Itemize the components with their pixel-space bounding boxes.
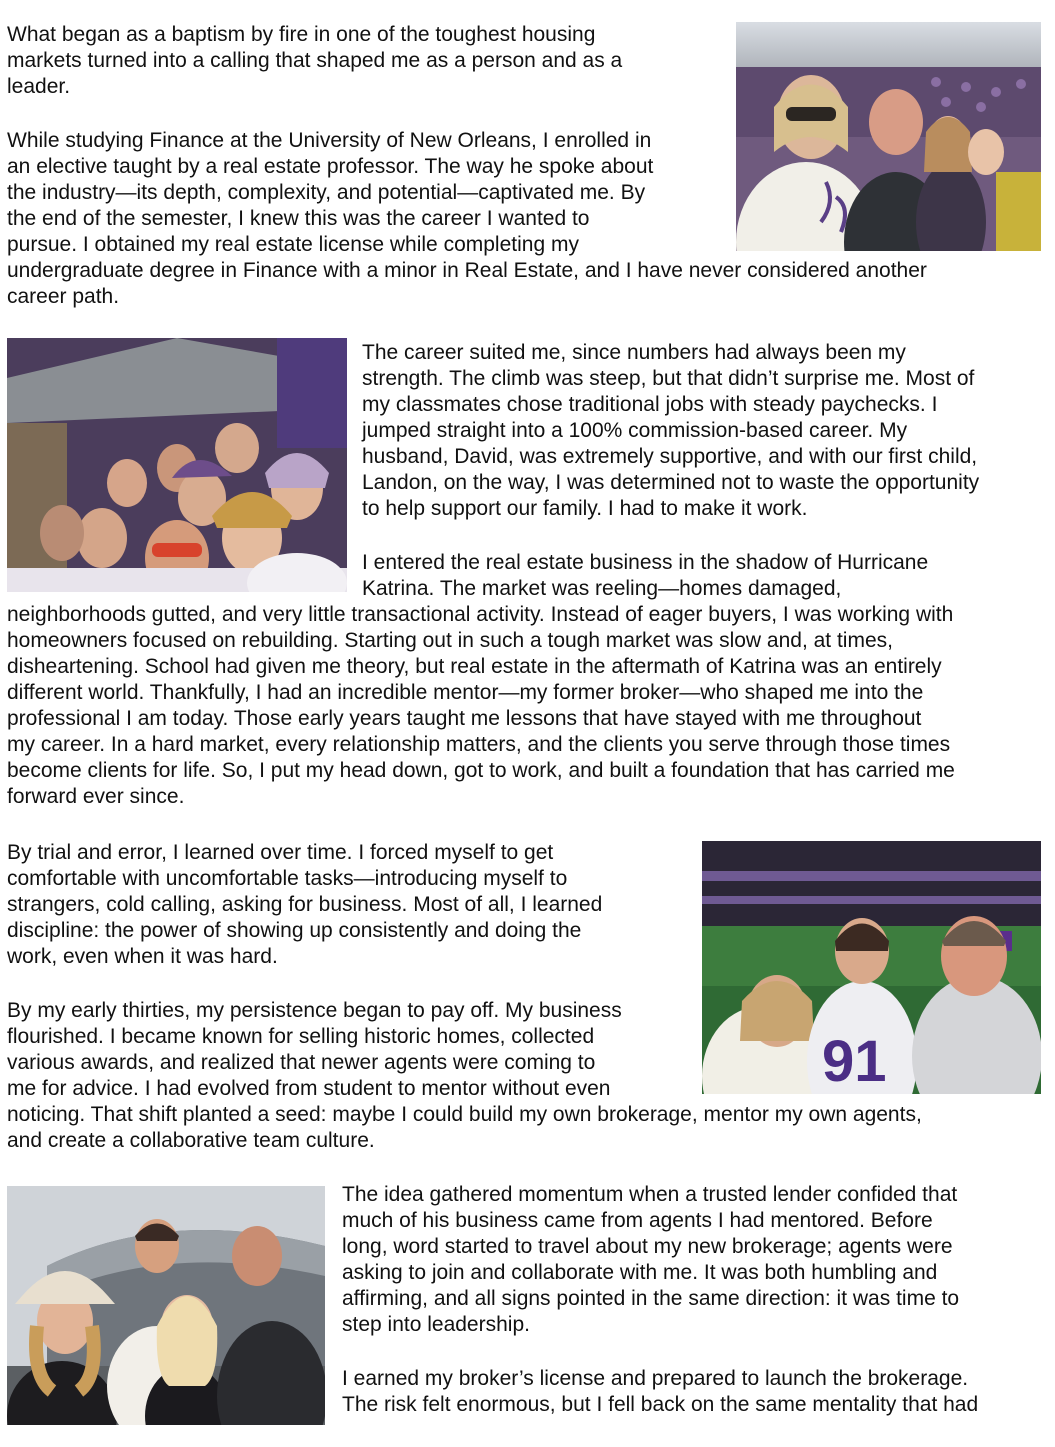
text-line: the end of the semester, I knew this was the career I wanted to	[7, 207, 590, 230]
text-line: forward ever since.	[7, 785, 185, 808]
text-line: become clients for life. So, I put my head down, got to work, and built a foundation that has carried me	[7, 759, 955, 782]
text-line: leader.	[7, 75, 71, 98]
text-line: Katrina. The market was reeling—homes damaged,	[362, 577, 842, 600]
text-line: professional I am today. Those early years taught me lessons that have stayed with me throughout	[7, 707, 922, 730]
text-line: discipline: the power of showing up consistently and doing the	[7, 919, 582, 942]
text-line: long, word started to travel about my new brokerage; agents were	[342, 1235, 953, 1258]
text-line: career path.	[7, 285, 120, 308]
text-line: neighborhoods gutted, and very little transactional activity. Instead of eager buyers, I was working with	[7, 603, 954, 626]
text-line: much of his business came from agents I had mentored. Before	[342, 1209, 933, 1232]
text-line: While studying Finance at the University of New Orleans, I enrolled in	[7, 129, 652, 152]
text-line: asking to join and collaborate with me. It was both humbling and	[342, 1261, 938, 1284]
text-line: Landon, on the way, I was determined not to waste the opportunity	[362, 471, 980, 494]
text-line: step into leadership.	[342, 1313, 530, 1336]
text-line: to help support our family. I had to make it work.	[362, 497, 808, 520]
text-line: affirming, and all signs pointed in the same direction: it was time to	[342, 1287, 960, 1310]
text-line: disheartening. School had given me theory, but real estate in the aftermath of Katrina was an entirely	[7, 655, 942, 678]
text-line: strangers, cold calling, asking for business. Most of all, I learned	[7, 893, 603, 916]
text-line: The idea gathered momentum when a trusted lender confided that	[342, 1183, 958, 1206]
tailgate-selfie-photo	[7, 338, 347, 592]
text-line: The risk felt enormous, but I fell back on the same mentality that had	[342, 1393, 979, 1416]
text-line: various awards, and realized that newer agents were coming to	[7, 1051, 596, 1074]
text-line: my career. In a hard market, every relationship matters, and the clients you serve through those times	[7, 733, 951, 756]
text-line: undergraduate degree in Finance with a minor in Real Estate, and I have never considered another	[7, 259, 927, 282]
text-line: markets turned into a calling that shaped me as a person and as a	[7, 49, 623, 72]
text-line: noticing. That shift planted a seed: maybe I could build my own brokerage, mentor my own agents,	[7, 1103, 922, 1126]
text-line: pursue. I obtained my real estate license while completing my	[7, 233, 579, 256]
text-line: an elective taught by a real estate professor. The way he spoke about	[7, 155, 654, 178]
text-line: What began as a baptism by fire in one of the toughest housing	[7, 23, 596, 46]
stadium-selfie-photo	[736, 22, 1041, 251]
svg-text:91: 91	[822, 1029, 887, 1094]
text-line: me for advice. I had evolved from student to mentor without even	[7, 1077, 611, 1100]
text-line: and create a collaborative team culture.	[7, 1129, 375, 1152]
text-line: strength. The climb was steep, but that didn’t surprise me. Most of	[362, 367, 975, 390]
football-field-photo	[702, 841, 1041, 1094]
text-line: I earned my broker’s license and prepared to launch the brokerage.	[342, 1367, 969, 1390]
text-line: comfortable with uncomfortable tasks—introducing myself to	[7, 867, 568, 890]
text-line: my classmates chose traditional jobs with steady paychecks. I	[362, 393, 938, 416]
text-line: different world. Thankfully, I had an incredible mentor—my former broker—who shaped me into the	[7, 681, 924, 704]
text-line: flourished. I became known for selling historic homes, collected	[7, 1025, 595, 1048]
text-line: By my early thirties, my persistence began to pay off. My business	[7, 999, 622, 1022]
text-line: The career suited me, since numbers had always been my	[362, 341, 906, 364]
text-line: the industry—its depth, complexity, and potential—captivated me. By	[7, 181, 646, 204]
text-line: jumped straight into a 100% commission-based career. My	[362, 419, 908, 442]
text-line: I entered the real estate business in the shadow of Hurricane	[362, 551, 929, 574]
text-line: By trial and error, I learned over time. I forced myself to get	[7, 841, 554, 864]
text-line: husband, David, was extremely supportive, and with our first child,	[362, 445, 978, 468]
text-line: homeowners focused on rebuilding. Starting out in such a tough market was slow and, at times,	[7, 629, 893, 652]
text-line: work, even when it was hard.	[7, 945, 278, 968]
superdome-family-photo	[7, 1186, 325, 1425]
